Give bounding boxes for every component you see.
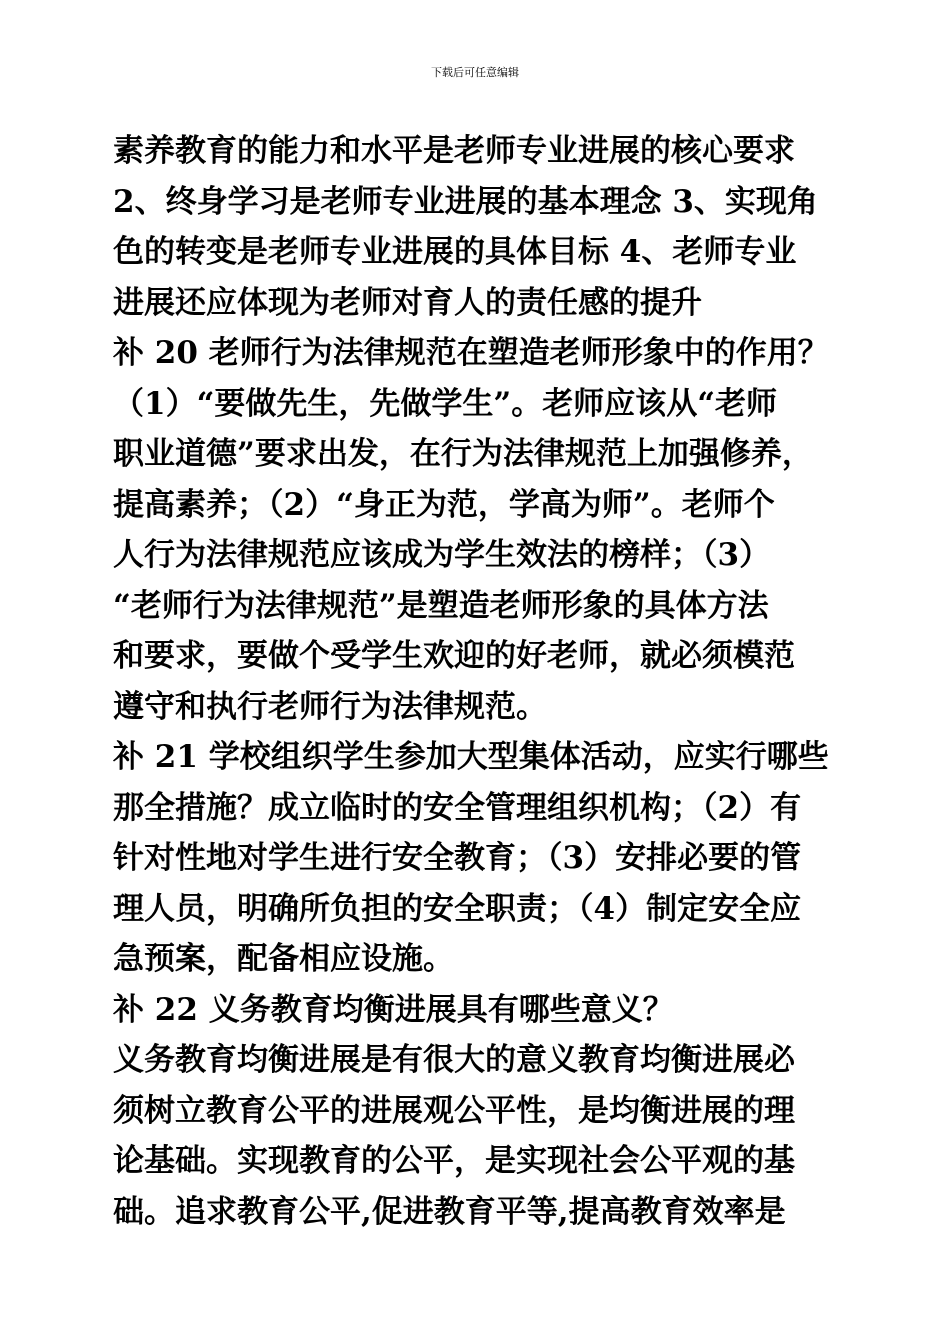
question-line: 补 22 义务教育均衡进展具有哪些意义？ [113, 991, 674, 1028]
text-line: 理人员，明确所负担的安全职责；（4）制定安全应 [113, 890, 802, 927]
document-body [113, 126, 873, 1237]
text-line: 职业道德”要求出发，在行为法律规范上加强修养， [113, 436, 813, 472]
text-line: 急预案，配备相应设施。 [113, 941, 454, 977]
question-line: 补 21 学校组织学生参加大型集体活动，应实行哪些 [113, 739, 829, 775]
text-line: 论基础。实现教育的公平，是实现社会公平观的基 [113, 1143, 795, 1179]
text-line: 针对性地对学生进行安全教育；（3）安排必要的管 [113, 840, 802, 876]
text-line: 遵守和执行老师行为法律规范。 [113, 688, 547, 725]
text-line: 提高素养；（2）“身正为范，学高为师”。老师个 [113, 486, 775, 523]
text-line: 进展还应体现为老师对育人的责任感的提升 [113, 284, 702, 321]
text-line: 色的转变是老师专业进展的具体目标 4、老师专业 [113, 234, 797, 270]
text-line: 须树立教育公平的进展观公平性，是均衡进展的理 [113, 1092, 795, 1129]
text-line: 和要求，要做个受学生欢迎的好老师，就必须模范 [113, 638, 795, 674]
text-line: 那全措施？成立临时的安全管理组织机构；（2）有 [113, 789, 802, 826]
text-line: 人行为法律规范应该成为学生效法的榜样；（3） [113, 537, 771, 573]
text-line: 素养教育的能力和水平是老师专业进展的核心要求 [113, 133, 795, 169]
text-line: 2、终身学习是老师专业进展的基本理念 3、实现角 [113, 183, 818, 220]
text-line: （1）“要做先生，先做学生”。老师应该从“老师 [113, 385, 778, 422]
text-line: 义务教育均衡进展是有很大的意义教育均衡进展必 [113, 1042, 795, 1078]
question-line: 补 20 老师行为法律规范在塑造老师形象中的作用？ [113, 335, 829, 371]
page-header: 下载后可任意编辑 [431, 66, 519, 79]
text-line: 础。追求教育公平,促进教育平等,提高教育效率是 [113, 1193, 786, 1230]
text-line: “老师行为法律规范”是塑造老师形象的具体方法 [113, 587, 769, 624]
